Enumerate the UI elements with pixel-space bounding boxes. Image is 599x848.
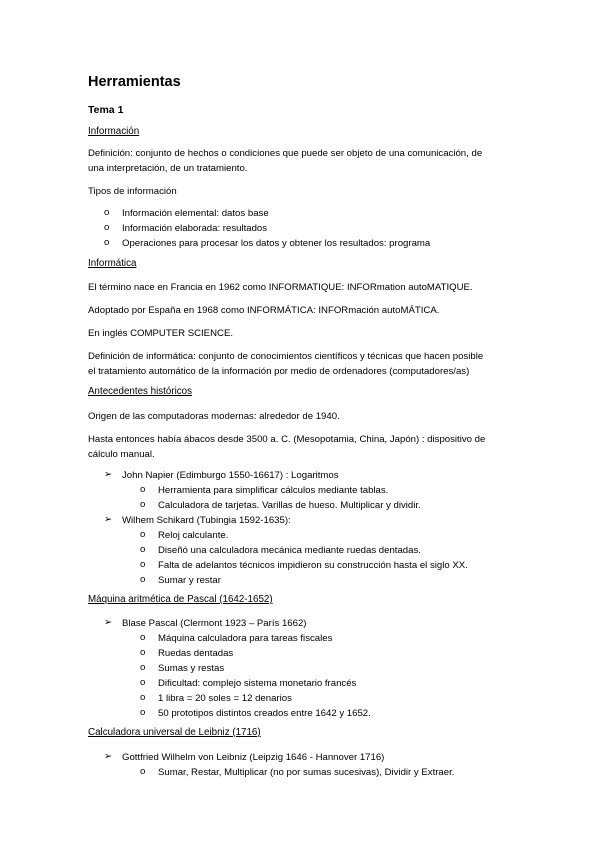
list-item: Sumas y restas (158, 663, 225, 674)
paragraph: Origen de las computadoras modernas: alrededor de 1940. (88, 411, 340, 422)
list-item-schikard: Wilhem Schikard (Tubingia 1592-1635): (122, 515, 291, 526)
bullet-circle-icon: o (140, 632, 146, 643)
list-item-leibniz: Gottfried Wilhelm von Leibniz (Leipzig 1646 - Hannover 1716) (122, 752, 385, 763)
paragraph-line-1: Hasta entonces había ábacos desde 3500 a. C. (Mesopotamia, China, Japón) : dispositivo de (88, 434, 486, 445)
list-item: Ruedas dentadas (158, 648, 234, 659)
list-item: Reloj calculante. (158, 530, 229, 541)
bullet-circle-icon: o (140, 692, 146, 703)
definition-informatica-line-1: Definición de informática: conjunto de conocimientos científicos y técnicas que hacen posible (88, 351, 484, 362)
list-item: Sumar, Restar, Multiplicar (no por sumas sucesivas), Dividir y Extraer. (158, 767, 455, 778)
bullet-arrow-icon: ➢ (104, 469, 113, 480)
page-subtitle: Tema 1 (88, 104, 124, 116)
bullet-circle-icon: o (140, 529, 146, 540)
list-item-pascal: Blase Pascal (Clermont 1923 – París 1662) (122, 618, 307, 629)
bullet-circle-icon: o (104, 207, 110, 218)
bullet-circle-icon: o (140, 662, 146, 673)
definition-line-2: una interpretación, de un tratamiento. (88, 163, 248, 174)
section-heading-antecedentes: Antecedentes históricos (88, 386, 193, 397)
bullet-arrow-icon: ➢ (104, 751, 113, 762)
list-item: 1 libra = 20 soles = 12 denarios (158, 693, 292, 704)
definition-informatica-line-2: el tratamiento automático de la información por medio de ordenadores (computadores/as) (88, 366, 470, 377)
definition-line-1: Definición: conjunto de hechos o condiciones que puede ser objeto de una comunicación, de (88, 148, 483, 159)
bullet-circle-icon: o (140, 677, 146, 688)
bullet-circle-icon: o (140, 484, 146, 495)
paragraph-line-2: cálculo manual. (88, 449, 155, 460)
bullet-circle-icon: o (140, 766, 146, 777)
paragraph: En inglés COMPUTER SCIENCE. (88, 328, 234, 339)
paragraph: Adoptado por España en 1968 como INFORMÁTICA: INFORmación autoMÁTICA. (88, 305, 440, 316)
bullet-circle-icon: o (140, 647, 146, 658)
page-title: Herramientas (88, 74, 181, 90)
bullet-arrow-icon: ➢ (104, 514, 113, 525)
section-heading-pascal: Máquina aritmética de Pascal (1642-1652) (88, 594, 273, 605)
list-item: Herramienta para simplificar cálculos mediante tablas. (158, 485, 389, 496)
types-label: Tipos de información (88, 186, 177, 197)
bullet-circle-icon: o (140, 544, 146, 555)
list-item: 50 prototipos distintos creados entre 1642 y 1652. (158, 708, 371, 719)
bullet-circle-icon: o (104, 237, 110, 248)
bullet-circle-icon: o (140, 707, 146, 718)
bullet-circle-icon: o (140, 574, 146, 585)
section-heading-leibniz: Calculadora universal de Leibniz (1716) (88, 727, 261, 738)
list-item: Operaciones para procesar los datos y obtener los resultados: programa (122, 238, 431, 249)
list-item: Información elaborada: resultados (122, 223, 268, 234)
section-heading-informacion: Información (88, 126, 140, 137)
bullet-circle-icon: o (140, 559, 146, 570)
list-item: Máquina calculadora para tareas fiscales (158, 633, 333, 644)
section-heading-informatica: Informática (88, 258, 137, 269)
bullet-arrow-icon: ➢ (104, 617, 113, 628)
list-item: Sumar y restar (158, 575, 221, 586)
paragraph: El término nace en Francia en 1962 como INFORMATIQUE: INFORmation autoMATIQUE. (88, 282, 473, 293)
list-item: Falta de adelantos técnicos impidieron su construcción hasta el siglo XX. (158, 560, 468, 571)
list-item: Información elemental: datos base (122, 208, 269, 219)
list-item: Diseñó una calculadora mecánica mediante ruedas dentadas. (158, 545, 421, 556)
list-item-napier: John Napier (Edimburgo 1550-16617) : Logaritmos (122, 470, 339, 481)
list-item: Dificultad: complejo sistema monetario francés (158, 678, 357, 689)
list-item: Calculadora de tarjetas. Varillas de hueso. Multiplicar y dividir. (158, 500, 421, 511)
bullet-circle-icon: o (140, 499, 146, 510)
bullet-circle-icon: o (104, 222, 110, 233)
